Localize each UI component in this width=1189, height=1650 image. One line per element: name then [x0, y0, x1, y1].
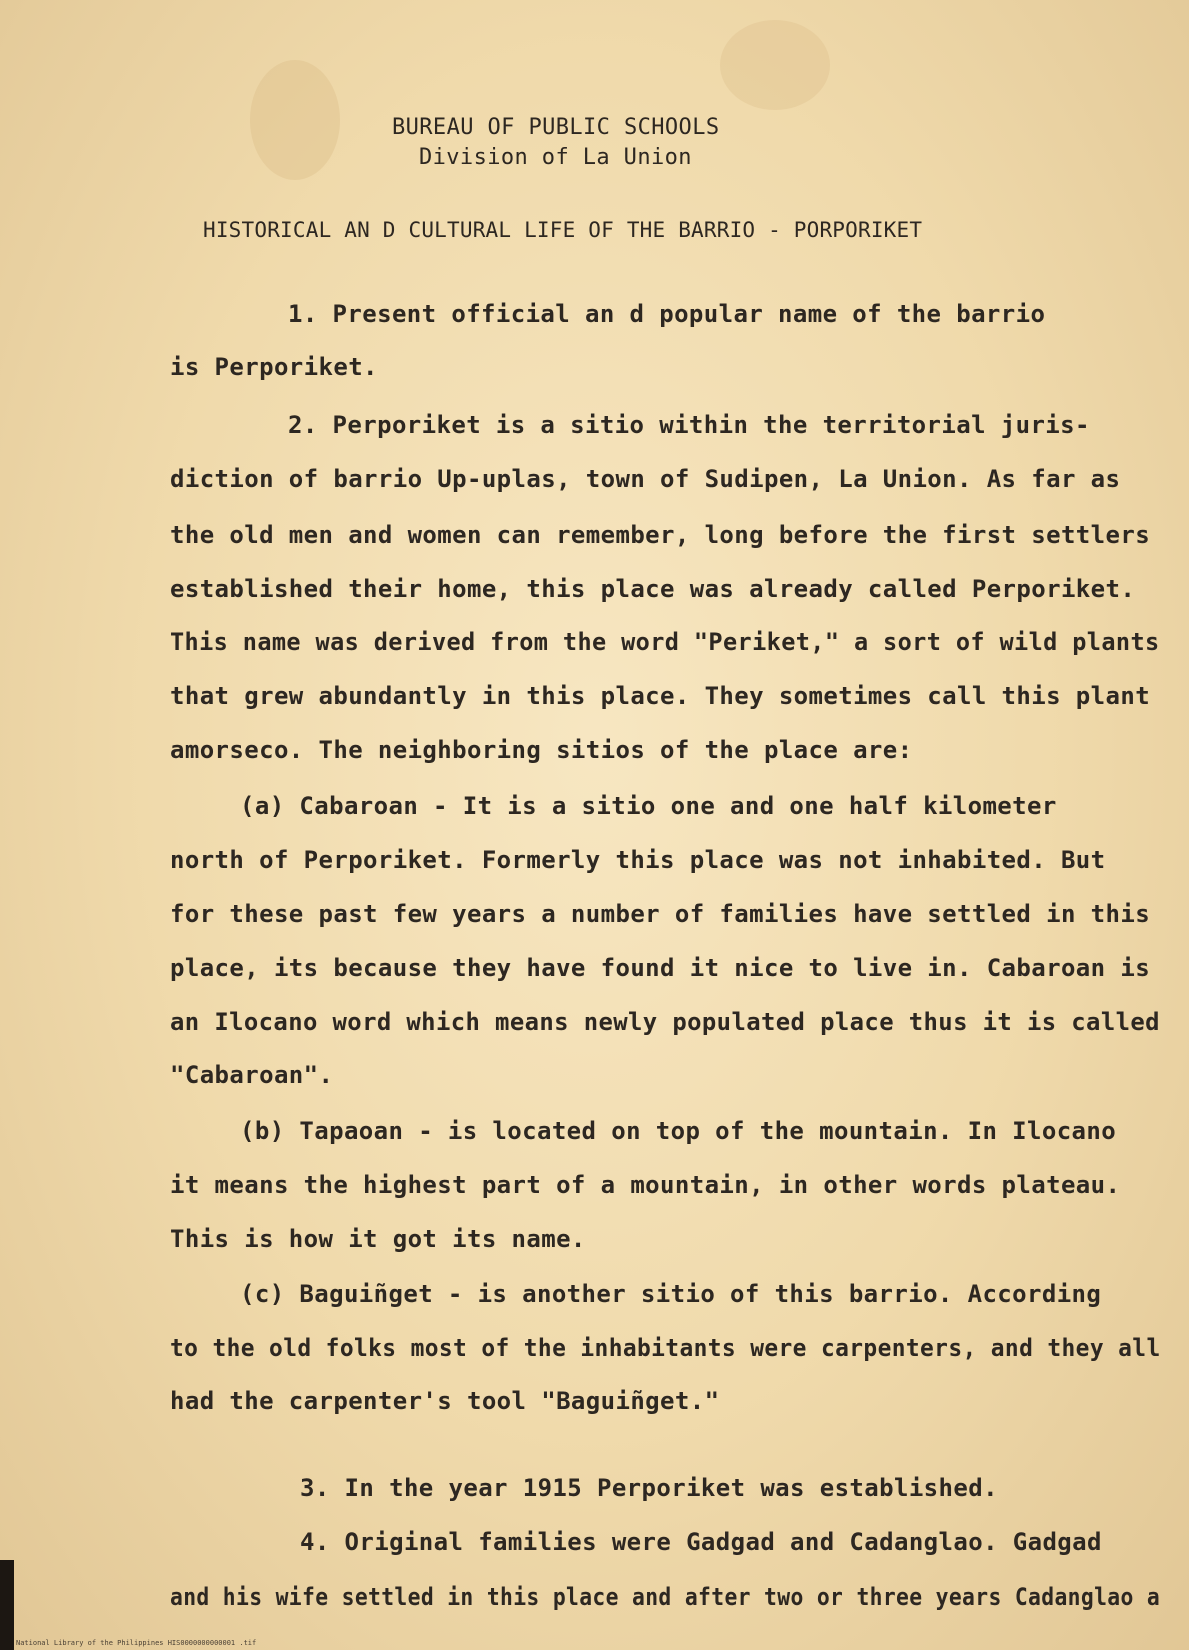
header-division: Division of La Union — [419, 145, 692, 170]
body-line: 2. Perporiket is a sitio within the territorial juris- — [288, 411, 1090, 439]
body-line: an Ilocano word which means newly populated place thus it is called — [170, 1008, 1160, 1036]
body-line: established their home, this place was already called Perporiket. — [170, 575, 1136, 603]
body-line: 3. In the year 1915 Perporiket was established. — [300, 1474, 998, 1502]
body-line: north of Perporiket. Formerly this place was not inhabited. But — [170, 846, 1106, 874]
body-line: This is how it got its name. — [170, 1225, 586, 1253]
body-line: is Perporiket. — [170, 353, 378, 381]
body-line: it means the highest part of a mountain, in other words plateau. — [170, 1171, 1121, 1199]
body-line: (a) Cabaroan - It is a sitio one and one half kilometer — [240, 792, 1057, 820]
body-line: had the carpenter's tool "Baguiñget." — [170, 1387, 720, 1415]
body-line: to the old folks most of the inhabitants were carpenters, and they all — [170, 1334, 1161, 1362]
document-title: HISTORICAL AN D CULTURAL LIFE OF THE BARRIO - PORPORIKET — [203, 218, 923, 242]
body-line: This name was derived from the word "Periket," a sort of wild plants — [170, 628, 1160, 656]
body-line: 4. Original families were Gadgad and Cadanglao. Gadgad — [300, 1528, 1102, 1556]
body-line: (c) Baguiñget - is another sitio of this barrio. According — [240, 1280, 1102, 1308]
body-line: that grew abundantly in this place. They sometimes call this plant — [170, 682, 1151, 710]
body-line: (b) Tapaoan - is located on top of the mountain. In Ilocano — [240, 1117, 1117, 1145]
paper-stain — [250, 60, 340, 180]
scan-footer: National Library of the Philippines HIS0000000000001 .tif — [16, 1639, 257, 1647]
body-line: place, its because they have found it nice to live in. Cabaroan is — [170, 954, 1151, 982]
body-line: for these past few years a number of families have settled in this — [170, 900, 1151, 928]
body-line: diction of barrio Up-uplas, town of Sudipen, La Union. As far as — [170, 465, 1121, 493]
body-line: amorseco. The neighboring sitios of the place are: — [170, 736, 913, 764]
body-line: 1. Present official an d popular name of the barrio — [288, 300, 1046, 328]
paper-stain — [720, 20, 830, 110]
body-line: and his wife settled in this place and after two or three years Cadanglao a — [170, 1583, 1161, 1611]
body-line: "Cabaroan". — [170, 1061, 334, 1089]
header-bureau: BUREAU OF PUBLIC SCHOOLS — [392, 115, 720, 140]
scan-edge-shadow — [0, 1560, 14, 1650]
body-line: the old men and women can remember, long before the first settlers — [170, 521, 1151, 549]
